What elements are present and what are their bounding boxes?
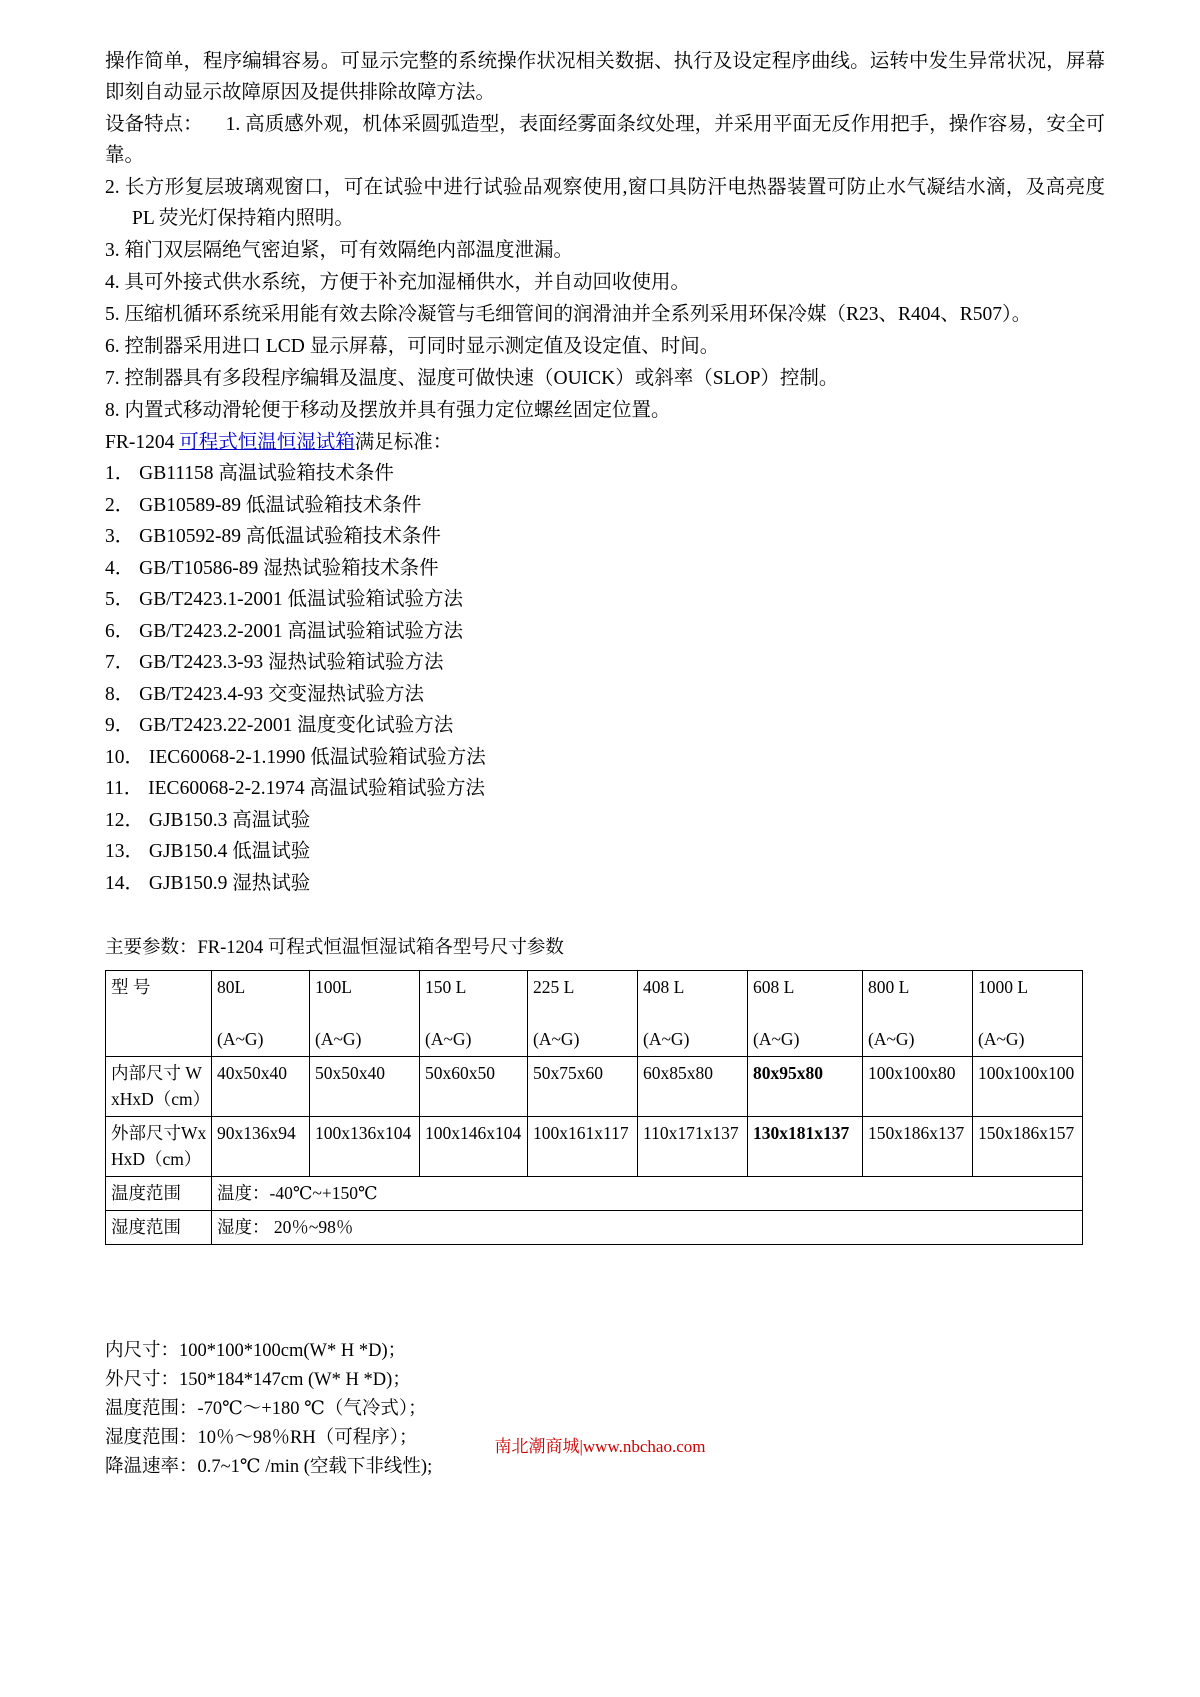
cell-inner-value: 50x60x50 — [420, 1057, 528, 1117]
standard-item: 7． GB/T2423.3-93 湿热试验箱试验方法 — [105, 652, 444, 673]
standard-item: 1． GB11158 高温试验箱技术条件 — [105, 463, 394, 484]
summary-inner-size: 内尺寸：100*100*100cm(W* H *D)； — [105, 1341, 407, 1361]
model-name: 80L — [217, 977, 246, 997]
standard-item: 4． GB/T10586-89 湿热试验箱技术条件 — [105, 557, 439, 579]
cell-inner-value: 60x85x80 — [638, 1057, 748, 1117]
product-link[interactable]: 可程式恒温恒湿试箱 — [179, 432, 355, 453]
model-sub: (A~G) — [533, 1029, 580, 1049]
table-row-humidity-range — [106, 1211, 1083, 1245]
cell-inner-value: 50x75x60 — [528, 1057, 638, 1117]
standards-heading-model: FR-1204 — [105, 432, 180, 453]
model-sub: (A~G) — [425, 1029, 472, 1049]
model-name: 1000 L — [978, 977, 1029, 997]
standard-item: 8． GB/T2423.4-93 交变湿热试验方法 — [105, 683, 425, 705]
standard-item: 13． GJB150.4 低温试验 — [105, 841, 311, 862]
model-sub: (A~G) — [315, 1029, 362, 1049]
standards-heading-suffix: 满足标准： — [354, 432, 453, 453]
paragraph-features-intro — [105, 109, 1105, 171]
cell-outer-value: 130x181x137 — [748, 1117, 863, 1177]
cell-outer-value: 150x186x137 — [863, 1117, 973, 1177]
paragraph-intro: 操作简单，程序编辑容易。可显示完整的系统操作状况相关数据、执行及设定程序曲线。运转中发生异常状况，屏幕即刻自动显示故障原因及提供排除故障方法。 — [105, 51, 1105, 103]
model-sub: (A~G) — [753, 1029, 800, 1049]
cell-temp-value: 温度：-40℃~+150℃ — [212, 1177, 1083, 1211]
cell-inner-value: 50x50x40 — [310, 1057, 420, 1117]
model-sub: (A~G) — [868, 1029, 915, 1049]
feature-item-7: 7. 控制器具有多段程序编辑及温度、湿度可做快速（OUICK）或斜率（SLOP）控制。 — [105, 368, 839, 389]
document-content — [105, 46, 1105, 1482]
standard-item: 14． GJB150.9 湿热试验 — [105, 872, 311, 894]
table-row-models — [106, 971, 1083, 1057]
summary-humidity-range: 湿度范围：10％～98％RH（可程序）； — [105, 1428, 418, 1448]
feature-item-4: 4. 具可外接式供水系统，方便于补充加湿桶供水，并自动回收使用。 — [105, 272, 691, 293]
standard-item: 12． GJB150.3 高温试验 — [105, 809, 311, 831]
standards-heading — [105, 427, 1105, 458]
standards-list — [105, 459, 1105, 899]
summary-cooling-rate: 降温速率：0.7~1℃ /min (空载下非线性); — [105, 1457, 433, 1477]
cell-outer-value: 100x146x104 — [420, 1117, 528, 1177]
cell-model-800L — [863, 971, 973, 1057]
standard-item: 10． IEC60068-2-1.1990 低温试验箱试验方法 — [105, 746, 486, 768]
cell-model-225L — [528, 971, 638, 1057]
cell-model-1000L — [973, 971, 1083, 1057]
standard-item: 2． GB10589-89 低温试验箱技术条件 — [105, 494, 422, 516]
table-caption: 主要参数：FR-1204 可程式恒温恒湿试箱各型号尺寸参数 — [105, 938, 564, 958]
cell-outer-label: 外部尺寸WxHxD（cm） — [106, 1117, 212, 1177]
cell-temp-label: 温度范围 — [106, 1177, 212, 1211]
model-name: 408 L — [643, 977, 685, 997]
footer-watermark: 南北潮商城|www.nbchao.com — [494, 1437, 706, 1456]
summary-temp-range: 温度范围：-70℃～+180 ℃（气冷式）； — [105, 1399, 427, 1419]
model-sub: (A~G) — [643, 1029, 690, 1049]
standard-item: 5． GB/T2423.1-2001 低温试验箱试验方法 — [105, 589, 464, 610]
cell-inner-value: 100x100x80 — [863, 1057, 973, 1117]
model-name: 800 L — [868, 977, 910, 997]
standard-item: 6． GB/T2423.2-2001 高温试验箱试验方法 — [105, 620, 464, 642]
table-row-temperature-range — [106, 1177, 1083, 1211]
cell-inner-label: 内部尺寸 WxHxD（cm） — [106, 1057, 212, 1117]
standard-item: 9． GB/T2423.22-2001 温度变化试验方法 — [105, 715, 454, 736]
cell-model-80L — [212, 971, 310, 1057]
table-row-outer-dimensions — [106, 1117, 1083, 1177]
cell-model-label: 型 号 — [106, 971, 212, 1057]
table-row-inner-dimensions — [106, 1057, 1083, 1117]
model-name: 225 L — [533, 977, 575, 997]
cell-inner-value: 80x95x80 — [748, 1057, 863, 1117]
feature-item-8: 8. 内置式移动滑轮便于移动及摆放并具有强力定位螺丝固定位置。 — [105, 400, 671, 421]
feature-item-6: 6. 控制器采用进口 LCD 显示屏幕，可同时显示测定值及设定值、时间。 — [105, 336, 720, 357]
model-name: 608 L — [753, 977, 795, 997]
cell-humid-value: 湿度： 20％~98％ — [212, 1211, 1083, 1245]
cell-model-408L — [638, 971, 748, 1057]
model-name: 100L — [315, 977, 352, 997]
cell-humid-label: 湿度范围 — [106, 1211, 212, 1245]
cell-outer-value: 90x136x94 — [212, 1117, 310, 1177]
cell-outer-value: 110x171x137 — [638, 1117, 748, 1177]
cell-model-100L — [310, 971, 420, 1057]
cell-inner-value: 40x50x40 — [212, 1057, 310, 1117]
cell-model-608L — [748, 971, 863, 1057]
cell-outer-value: 100x161x117 — [528, 1117, 638, 1177]
specifications-table — [105, 970, 1083, 1245]
cell-outer-value: 100x136x104 — [310, 1117, 420, 1177]
model-sub: (A~G) — [978, 1029, 1025, 1049]
feature-item-3: 3. 箱门双层隔绝气密迫紧，可有效隔绝内部温度泄漏。 — [105, 240, 574, 261]
cell-model-150L — [420, 971, 528, 1057]
summary-outer-size: 外尺寸：150*184*147cm (W* H *D)； — [105, 1370, 411, 1390]
standard-item: 3． GB10592-89 高低温试验箱技术条件 — [105, 526, 441, 547]
feature-item-1: 1. 高质感外观，机体采圆弧造型，表面经雾面条纹处理，并采用平面无反作用把手，操作容易，安全可靠。 — [105, 114, 1105, 166]
model-name: 150 L — [425, 977, 467, 997]
feature-item-2: 2. 长方形复层玻璃观窗口，可在试验中进行试验品观察使用,窗口具防汗电热器装置可防止水气凝结水滴，及高亮度 PL 荧光灯保持箱内照明。 — [105, 177, 1105, 229]
features-label: 设备特点： — [105, 114, 203, 135]
standard-item: 11． IEC60068-2-2.1974 高温试验箱试验方法 — [105, 778, 486, 799]
model-sub: (A~G) — [217, 1029, 264, 1049]
summary-spec-block — [105, 1337, 1105, 1482]
feature-item-5: 5. 压缩机循环系统采用能有效去除冷凝管与毛细管间的润滑油并全系列采用环保冷媒（R23、R404、R507）。 — [105, 304, 1032, 325]
cell-inner-value: 100x100x100 — [973, 1057, 1083, 1117]
cell-outer-value: 150x186x157 — [973, 1117, 1083, 1177]
